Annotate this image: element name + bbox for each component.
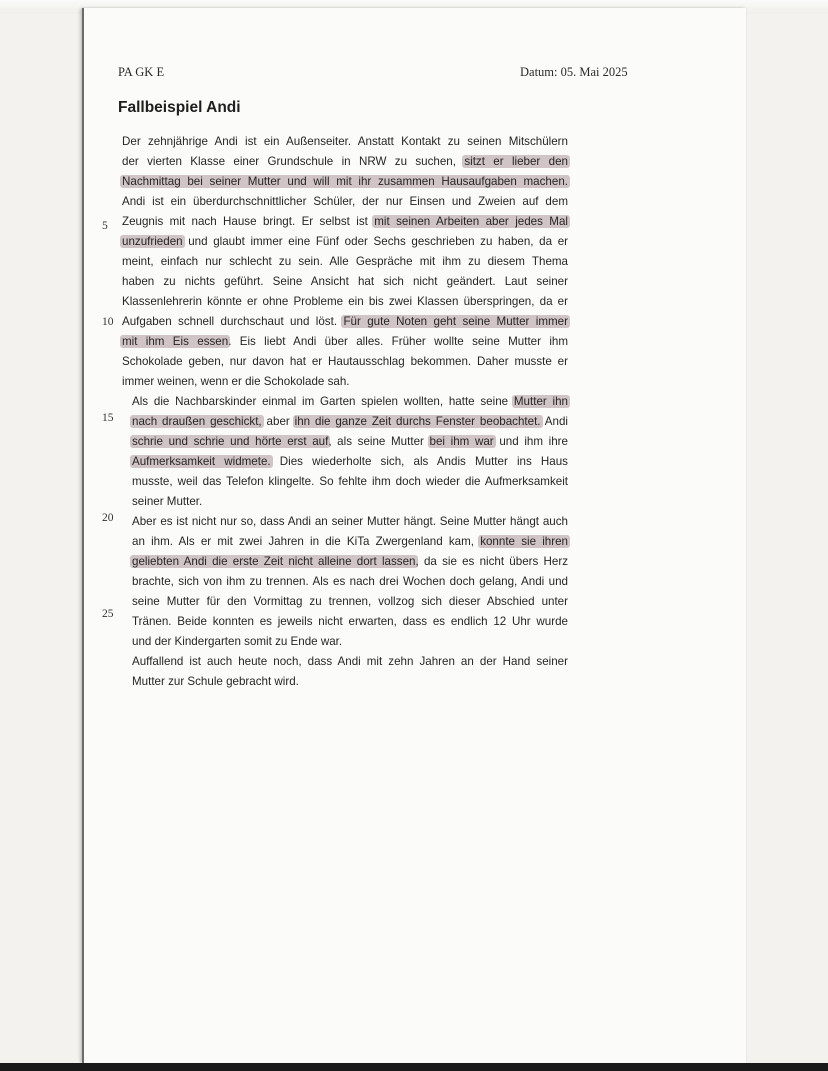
highlighted-text: unzufrieden [122,235,183,248]
text-line [132,592,568,612]
highlighted-text: schrie und schrie und hörte erst auf [132,435,329,448]
line-number: 10 [102,316,114,328]
text-segment: Schokolade geben, nur davon hat er Hautausschlag bekommen. Daher musste er [122,355,568,368]
text-segment: und glaubt immer eine Fünf oder Sechs geschrieben zu haben, da er [182,235,568,248]
text-line [122,212,568,232]
text-line [122,232,568,252]
text-segment: musste, weil das Telefon klingelte. So fehlte ihm doch wieder die Aufmerksamkeit [132,475,568,488]
text-line [122,132,568,152]
text-segment: Als die Nachbarskinder einmal im Garten spielen wollten, hatte seine [132,395,514,408]
text-segment: immer weinen, wenn er die Schokolade sah. [122,375,350,388]
text-line [122,192,568,212]
line-number: 5 [102,220,108,232]
text-line [132,652,568,672]
text-segment: Klassenlehrerin könnte er ohne Probleme ein bis zwei Klassen überspringen, da er [122,295,568,308]
text-line [122,372,568,392]
line-number: 25 [102,608,114,620]
highlighted-text: mit seinen Arbeiten aber jedes Mal [374,215,568,228]
text-segment: Auffallend ist auch heute noch, dass Andi mit zehn Jahren an der Hand seiner [132,655,568,668]
highlighted-text: Mutter ihn [513,395,568,408]
text-line [122,292,568,312]
text-line [132,412,568,432]
highlighted-text: bei ihm war [429,435,494,448]
text-segment: an ihm. Als er mit zwei Jahren in die KiTa Zwergenland kam, [132,535,481,548]
text-line [132,472,568,492]
highlighted-text: nach draußen geschickt, [132,415,262,428]
text-line [122,332,568,352]
text-segment: der vierten Klasse einer Grundschule in NRW zu suchen, [122,155,465,168]
text-segment: , als seine Mutter [328,435,430,448]
text-segment: seine Mutter für den Vormittag zu trennen, vollzog sich dieser Abschied unter [132,595,568,608]
text-segment: Zeugnis mit nach Hause bringt. Er selbst ist [122,215,375,228]
text-line [122,272,568,292]
text-segment: Aber es ist nicht nur so, dass Andi an seiner Mutter hängt. Seine Mutter hängt auch [132,515,568,528]
text-line [132,532,568,552]
line-number: 15 [102,412,114,424]
text-line [132,512,568,532]
text-segment: und der Kindergarten somit zu Ende war. [132,635,343,648]
text-segment: Tränen. Beide konnten es jeweils nicht erwarten, dass es endlich 12 Uhr wurde [132,615,568,628]
text-line [132,452,568,472]
text-segment: aber [261,415,295,428]
text-line [132,392,568,412]
text-segment: Mutter zur Schule gebracht wird. [132,675,299,688]
highlighted-text: ihn die ganze Zeit durchs Fenster beobachtet. [294,415,541,428]
text-line [132,492,568,512]
text-line [132,612,568,632]
text-line [132,572,568,592]
paper-edge-shadow [82,8,84,1063]
text-line [122,172,568,192]
text-line [132,432,568,452]
text-segment: Aufgaben schnell durchschaut und löst. [122,315,344,328]
text-line [122,352,568,372]
text-line [122,252,568,272]
date-label: Datum: 05. Mai 2025 [520,65,628,79]
text-segment: haben zu nichts geführt. Seine Ansicht hat sich nicht geändert. Laut seiner [122,275,568,288]
text-segment: Dies wiederholte sich, als Andis Mutter ins Haus [270,455,568,468]
text-segment: brachte, sich von ihm zu trennen. Als es nach drei Wochen doch gelang, Andi und [132,575,568,588]
text-segment: seiner Mutter. [132,495,203,508]
text-segment: und ihm ihre [493,435,568,448]
table-surface [0,1063,828,1071]
highlighted-text: Für gute Noten geht seine Mutter immer [343,315,568,328]
line-number: 20 [102,512,114,524]
text-line [132,672,568,692]
text-line [122,152,568,172]
highlighted-text: mit ihm Eis essen [122,335,229,348]
document-title: Fallbeispiel Andi [118,99,241,116]
highlighted-text: Nachmittag bei seiner Mutter und will mit ihr zusammen Hausaufgaben machen. [122,175,568,188]
text-line [122,312,568,332]
text-line [132,632,568,652]
text-segment: Der zehnjährige Andi ist ein Außenseiter. Anstatt Kontakt zu seinen Mitschülern [122,135,568,148]
text-segment: meint, einfach nur schlecht zu sein. Alle Gespräche mit ihm zu diesem Thema [122,255,568,268]
text-segment: Andi [540,415,568,428]
highlighted-text: geliebten Andi die erste Zeit nicht alleine dort lassen [132,555,416,568]
highlighted-text: Aufmerksamkeit widmete. [132,455,271,468]
course-label: PA GK E [118,65,165,79]
highlighted-text: konnte sie ihren [480,535,568,548]
text-segment: , da sie es nicht übers Herz [415,555,568,568]
text-line [132,552,568,572]
text-segment: Andi ist ein überdurchschnittlicher Schüler, der nur Einsen und Zweien auf dem [122,195,568,208]
highlighted-text: sitzt er lieber den [464,155,568,168]
text-segment: . Eis liebt Andi über alles. Früher wollte seine Mutter ihm [228,335,569,348]
